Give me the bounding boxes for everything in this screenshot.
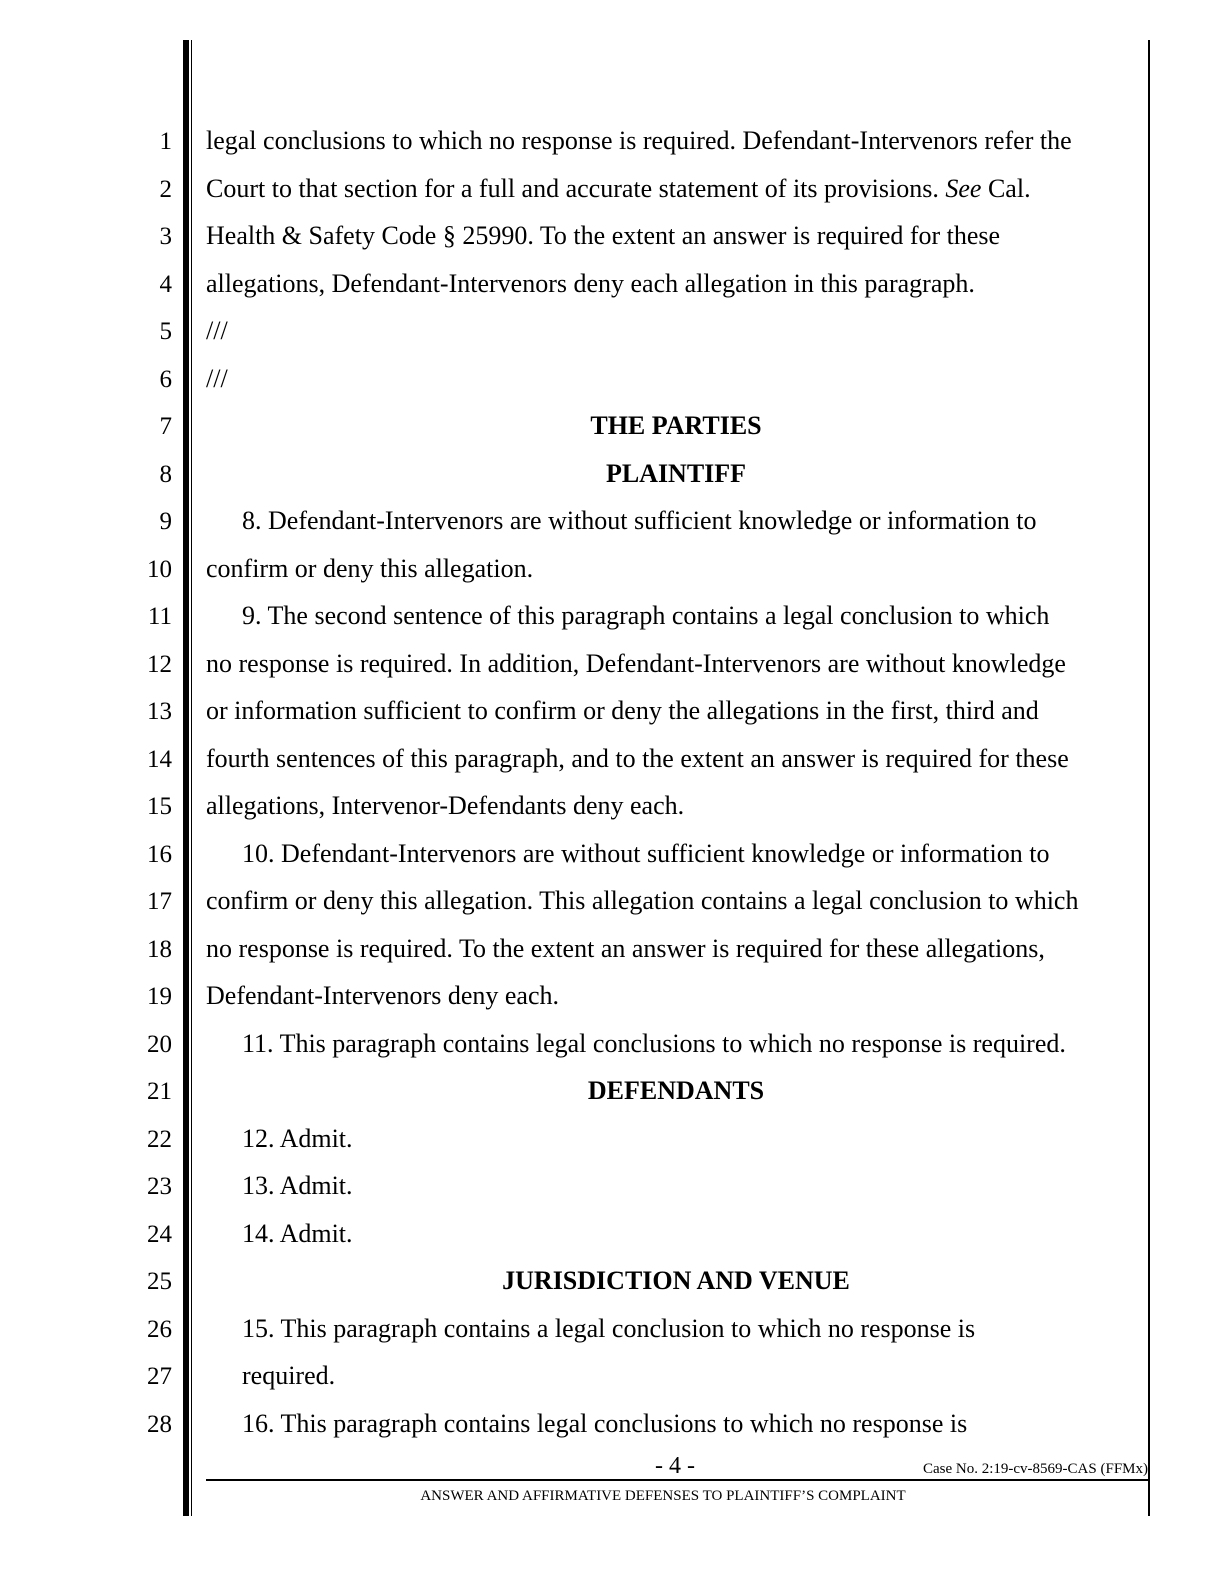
- paragraph-start: 14. Admit.: [242, 1219, 353, 1248]
- line-number: 14: [147, 746, 172, 773]
- line-number: 6: [159, 366, 172, 393]
- line-number: 18: [147, 936, 172, 963]
- line-number: 3: [159, 223, 172, 250]
- line-number: 15: [147, 793, 172, 820]
- line-number: 26: [147, 1316, 172, 1343]
- body-text: Cal.: [981, 174, 1031, 203]
- body-line: allegations, Defendant-Intervenors deny each allegation in this paragraph.: [206, 269, 975, 298]
- body-line: Defendant-Intervenors deny each.: [206, 981, 559, 1010]
- line-number: 23: [147, 1173, 172, 1200]
- line-number: 19: [147, 983, 172, 1010]
- line-number: 21: [147, 1078, 172, 1105]
- footer-divider: [206, 1479, 1148, 1481]
- left-margin-rule-thick: [183, 40, 189, 1516]
- line-number: 27: [147, 1363, 172, 1390]
- body-line: ///: [206, 316, 228, 345]
- paragraph-start: 15. This paragraph contains a legal conclusion to which no response is: [242, 1314, 976, 1343]
- paragraph-start: 13. Admit.: [242, 1171, 353, 1200]
- body-line: Health & Safety Code § 25990. To the extent an answer is required for these: [206, 221, 1001, 250]
- paragraph-start: 11. This paragraph contains legal conclusions to which no response is required.: [242, 1029, 1066, 1058]
- paragraph-start: 8. Defendant-Intervenors are without sufficient knowledge or information to: [242, 506, 1037, 535]
- body-line: confirm or deny this allegation.: [206, 554, 534, 583]
- citation-signal: See: [945, 174, 982, 203]
- paragraph-start: 12. Admit.: [242, 1124, 353, 1153]
- line-number: 20: [147, 1031, 172, 1058]
- body-line: [206, 174, 1146, 204]
- body-line: or information sufficient to confirm or deny the allegations in the first, third and: [206, 696, 1039, 725]
- page-number: - 4 -: [655, 1453, 695, 1479]
- line-number: 28: [147, 1411, 172, 1438]
- body-line: confirm or deny this allegation. This allegation contains a legal conclusion to which: [206, 886, 1079, 915]
- body-line: no response is required. In addition, Defendant-Intervenors are without knowledge: [206, 649, 1066, 678]
- body-line: no response is required. To the extent an answer is required for these allegations,: [206, 934, 1045, 963]
- line-number: 5: [159, 318, 172, 345]
- line-number: 17: [147, 888, 172, 915]
- body-line: ///: [206, 364, 228, 393]
- section-heading: JURISDICTION AND VENUE: [502, 1266, 850, 1295]
- line-number: 7: [159, 413, 172, 440]
- paragraph-start: 9. The second sentence of this paragraph contains a legal conclusion to which: [242, 601, 1050, 630]
- body-line: required.: [242, 1361, 336, 1390]
- body-line: fourth sentences of this paragraph, and to the extent an answer is required for these: [206, 744, 1069, 773]
- line-number: 9: [159, 508, 172, 535]
- line-number: 1: [159, 128, 172, 155]
- section-heading: THE PARTIES: [590, 411, 762, 440]
- body-line: legal conclusions to which no response is required. Defendant-Intervenors refer the: [206, 126, 1072, 155]
- case-number: Case No. 2:19-cv-8569-CAS (FFMx): [923, 1461, 1148, 1477]
- line-number: 16: [147, 841, 172, 868]
- paragraph-start: 16. This paragraph contains legal conclusions to which no response is: [242, 1409, 968, 1438]
- line-number: 22: [147, 1126, 172, 1153]
- line-number: 11: [147, 603, 172, 630]
- body-text: Court to that section for a full and accurate statement of its provisions.: [206, 174, 946, 203]
- body-line: allegations, Intervenor-Defendants deny each.: [206, 791, 685, 820]
- line-number: 2: [159, 176, 172, 203]
- paragraph-start: 10. Defendant-Intervenors are without sufficient knowledge or information to: [242, 839, 1050, 868]
- section-subheading: PLAINTIFF: [605, 459, 747, 488]
- line-number: 25: [147, 1268, 172, 1295]
- line-number: 8: [159, 461, 172, 488]
- line-number: 13: [147, 698, 172, 725]
- line-number: 24: [147, 1221, 172, 1248]
- right-margin-rule: [1148, 40, 1150, 1516]
- left-margin-rule-thin: [191, 40, 192, 1516]
- footer-document-title: ANSWER AND AFFIRMATIVE DEFENSES TO PLAINTIFF’S COMPLAINT: [420, 1488, 906, 1504]
- line-number: 10: [147, 556, 172, 583]
- section-subheading: DEFENDANTS: [587, 1076, 765, 1105]
- line-number: 4: [159, 271, 172, 298]
- line-number: 12: [147, 651, 172, 678]
